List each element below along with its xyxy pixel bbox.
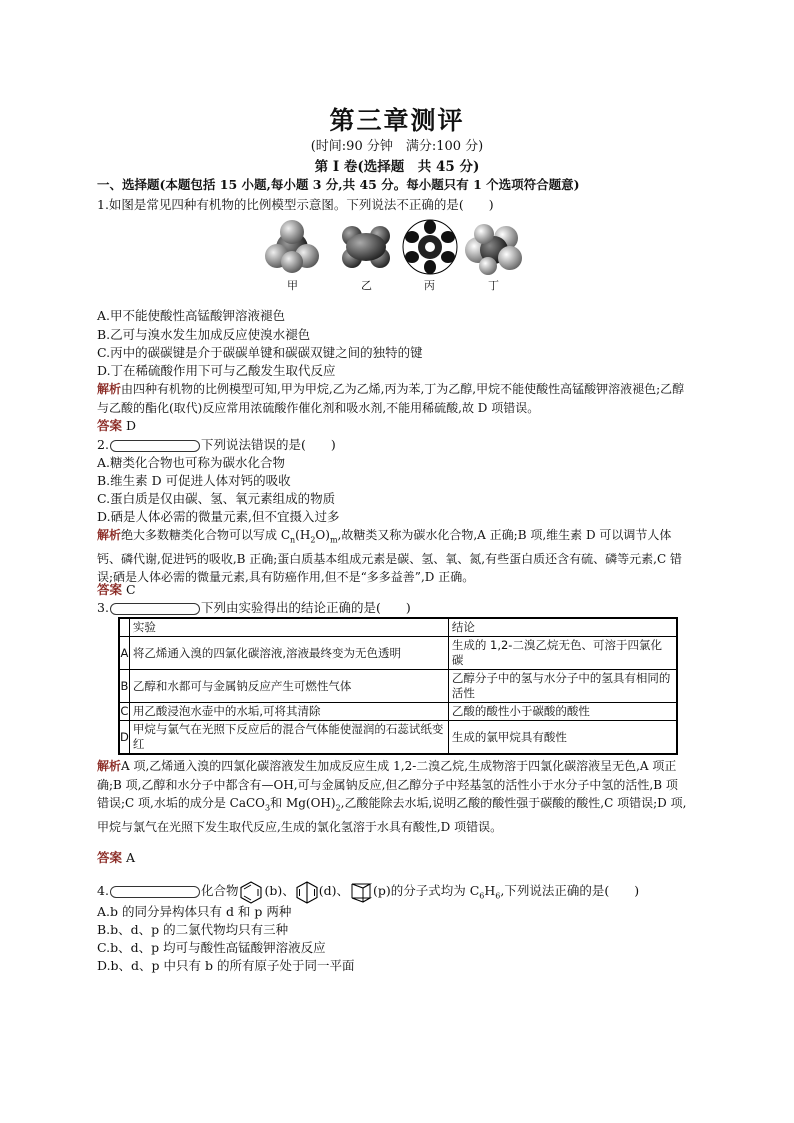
- table-row: C 用乙酸浸泡水壶中的水垢,可将其清除 乙酸的酸性小于碳酸的酸性: [119, 703, 677, 721]
- table-header-row: [119, 618, 677, 637]
- time-info: (时间:90 分钟 满分:100 分): [310, 139, 484, 154]
- ethylene-model-icon: [338, 222, 394, 272]
- ethanol-model-icon: [460, 220, 526, 276]
- q1-analysis: 解析由四种有机物的比例模型可知,甲为甲烷,乙为乙烯,丙为苯,丁为乙醇,甲烷不能使酸性高锰酸钾溶液褪色;乙醇与乙酸的酯化(取代)反应常用浓硫酸作催化剂和吸水剂,不能用稀硫酸,故 D 项错误。: [97, 382, 685, 415]
- q2-option-d: D.硒是人体必需的微量元素,但不宜摄入过多: [97, 509, 340, 524]
- q2-option-b: B.维生素 D 可促进人体对钙的吸收: [97, 473, 291, 488]
- table-row: D 甲烷与氯气在光照下反应后的混合气体能使湿润的石蕊试纸变红 生成的氯甲烷具有酸性: [119, 721, 677, 755]
- q1-option-d: D.丁在稀硫酸作用下可与乙酸发生取代反应: [97, 363, 336, 378]
- experiment-table: [118, 617, 678, 755]
- caption-bing: 丙: [424, 279, 435, 292]
- q3-answer: 答案 A: [97, 850, 136, 865]
- q3-analysis: 解析A 项,乙烯通入溴的四氯化碳溶液发生加成反应生成 1,2-二溴乙烷,生成物溶于四氯化碳溶液呈无色,A 项正确;B 项,乙醇和水分子中都含有—OH,可与金属钠反应,但乙醇分子中羟基氢的活性小于水分子中氢的活性,B 项错误;C 项,水垢的成分是 CaCO$_3$和 $Mg(OH)_2$,乙酸能除去水垢,说明乙酸的酸性强于碳酸的酸性,C 项错误;D 项,甲烷与氯气在光照下发生取代反应,生成的氯化氢溶于水具有酸性,D 项错误。: [97, 759, 687, 834]
- section-heading: 一、选择题(本题包括 15 小题,每小题 3 分,共 45 分。每小题只有 1 个选项符合题意): [97, 177, 580, 192]
- dewar-benzene-icon: [295, 880, 319, 904]
- q4-option-b: B.b、d、p 的二氯代物均只有三种: [97, 922, 289, 937]
- benzene-model-icon: [400, 218, 460, 276]
- q1-stem: 1.如图是常见四种有机物的比例模型示意图。下列说法不正确的是( ): [97, 197, 494, 212]
- prismane-icon: [349, 880, 373, 904]
- q1-option-a: A.甲不能使酸性高锰酸钾溶液褪色: [97, 308, 286, 323]
- analysis-label: 解析: [97, 382, 122, 396]
- caption-jia: 甲: [287, 279, 298, 292]
- benzene-structure-icon: [238, 880, 264, 904]
- table-row: B 乙醇和水都可与金属钠反应产生可燃性气体 乙醇分子中的氢与水分子中的氢具有相同的活性: [119, 670, 677, 703]
- caption-yi: 乙: [361, 279, 372, 292]
- q2-option-c: C.蛋白质是仅由碳、氢、氧元素组成的物质: [97, 491, 336, 506]
- q4-option-a: A.b 的同分异构体只有 d 和 p 两种: [97, 904, 292, 919]
- q4-option-d: D.b、d、p 中只有 b 的所有原子处于同一平面: [97, 958, 355, 973]
- table-row: A 将乙烯通入溴的四氯化碳溶液,溶液最终变为无色透明 生成的 1,2-二溴乙烷无色、可溶于四氯化碳: [119, 637, 677, 670]
- q2-stem: 2. 下列说法错误的是( ): [97, 437, 336, 452]
- q2-analysis: 解析绝大多数糖类化合物可以写成 $C_n(H_2O)_m$,故糖类又称为碳水化合物,A 正确;B 项,维生素 D 可以调节人体钙、磷代谢,促进钙的吸收,B 正确;蛋白质基本组成元素是碳、氢、氧、氮,有些蛋白质还含有硫、磷等元素,C 错误;硒是人体必需的微量元素,具有防癌作用,但不是“多多益善”,D 正确。: [97, 528, 682, 585]
- header-experiment: 实验: [129, 618, 448, 637]
- methane-model-icon: [262, 218, 322, 274]
- header-conclusion: 结论: [448, 618, 677, 637]
- source-blank: [110, 440, 200, 452]
- q4-stem: 4. 化合物 (b)、 (d)、 (p)的分子式均为 $C_6H_6$,下列说法正确的是( ): [97, 878, 639, 904]
- q1-option-c: C.丙中的碳碳键是介于碳碳单键和碳碳双键之间的独特的键: [97, 345, 423, 360]
- q4-option-c: C.b、d、p 均可与酸性高锰酸钾溶液反应: [97, 940, 326, 955]
- volume-heading: 第 Ⅰ 卷(选择题 共 45 分): [314, 159, 480, 175]
- page-title: 第三章测评: [329, 106, 465, 135]
- q1-answer: 答案 D: [97, 418, 137, 433]
- source-blank: [110, 886, 200, 898]
- caption-ding: 丁: [488, 279, 499, 292]
- q3-stem: 3. 下列由实验得出的结论正确的是( ): [97, 600, 411, 615]
- q2-option-a: A.糖类化合物也可称为碳水化合物: [97, 455, 286, 470]
- q1-option-b: B.乙可与溴水发生加成反应使溴水褪色: [97, 327, 311, 342]
- q2-answer: 答案 C: [97, 582, 136, 597]
- source-blank: [110, 603, 200, 615]
